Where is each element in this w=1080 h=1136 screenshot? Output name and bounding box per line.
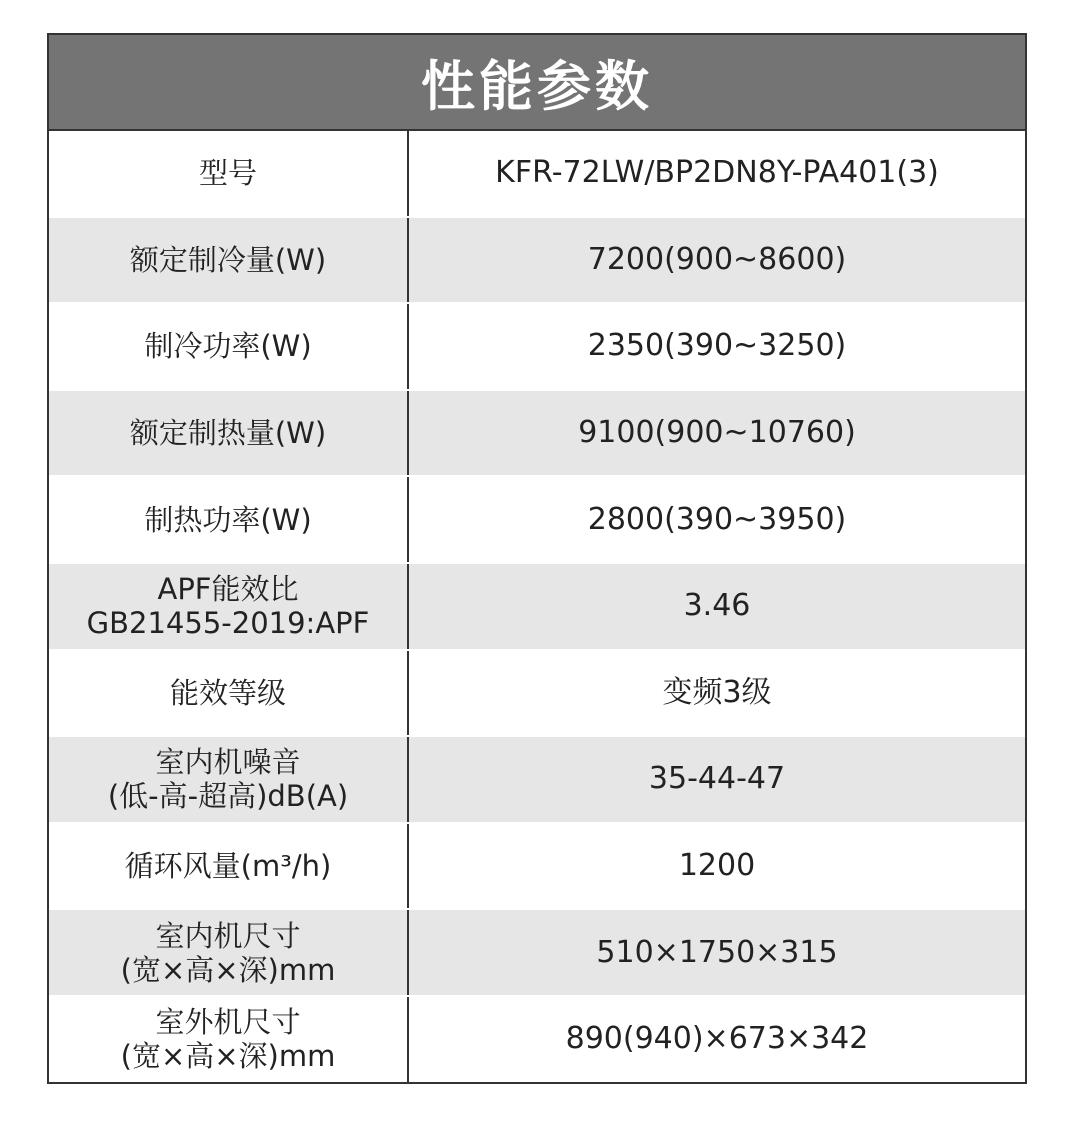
row-label: APF能效比 GB21455-2019:APF	[49, 564, 409, 649]
row-value: 35-44-47	[648, 761, 786, 797]
row-label: 制冷功率(W)	[49, 304, 409, 389]
table-row	[49, 822, 1025, 909]
row-value: 890(940)×673×342	[565, 1021, 869, 1057]
table-row	[49, 389, 1025, 476]
table-row	[49, 216, 1025, 303]
table-row	[49, 908, 1025, 995]
row-label: 室内机噪音 (低-高-超高)dB(A)	[49, 737, 409, 822]
table-row	[49, 649, 1025, 736]
row-value: 2350(390~3250)	[587, 328, 847, 364]
row-value: 3.46	[683, 588, 751, 624]
table-row	[49, 995, 1025, 1082]
table-row	[49, 735, 1025, 822]
table-row	[49, 475, 1025, 562]
row-value: 9100(900~10760)	[578, 415, 856, 451]
row-value: 510×1750×315	[596, 934, 838, 970]
row-value: 7200(900~8600)	[587, 241, 847, 277]
table-row	[49, 302, 1025, 389]
row-label: 室内机尺寸 (宽×高×深)mm	[49, 910, 409, 995]
row-value: 2800(390~3950)	[587, 501, 847, 537]
spec-rows	[49, 131, 1025, 1082]
table-row	[49, 131, 1025, 216]
table-title: 性能参数	[49, 35, 1025, 131]
row-label: 额定制冷量(W)	[49, 218, 409, 303]
row-label: 能效等级	[49, 651, 409, 736]
row-label: 循环风量(m³/h)	[49, 824, 409, 909]
row-label: 型号	[49, 131, 409, 216]
row-value: 变频3级	[662, 674, 772, 710]
table-row	[49, 562, 1025, 649]
row-value: 1200	[678, 848, 756, 884]
row-label: 制热功率(W)	[49, 477, 409, 562]
row-label: 室外机尺寸 (宽×高×深)mm	[49, 997, 409, 1082]
row-label: 额定制热量(W)	[49, 391, 409, 476]
row-value: KFR-72LW/BP2DN8Y-PA401(3)	[495, 155, 939, 191]
spec-table	[47, 33, 1027, 1084]
